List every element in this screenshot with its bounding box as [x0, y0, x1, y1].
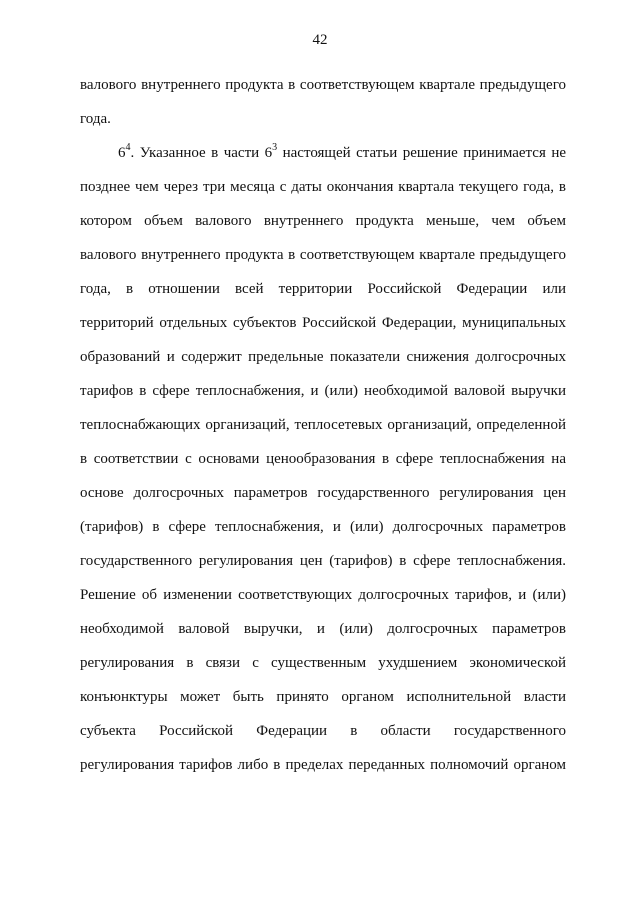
clause-text-continued: настоящей статьи решение принимается не — [277, 145, 566, 161]
paragraph-line: территорий отдельных субъектов Российской Федерации, муниципальных — [80, 315, 566, 331]
paragraph-line: теплоснабжающих организаций, теплосетевых организаций, определенной — [80, 417, 566, 433]
paragraph-line: валового внутреннего продукта в соответствующем квартале предыдущего — [80, 247, 566, 263]
paragraph-line: регулирования в связи с существенным ухудшением экономической — [80, 655, 566, 671]
clause-number: 6 — [118, 145, 126, 161]
paragraph-first-line — [80, 136, 566, 170]
paragraph-line: государственного регулирования цен (тарифов) в сфере теплоснабжения. — [80, 553, 566, 569]
paragraph-line: года, в отношении всей территории Российской Федерации или — [80, 281, 566, 297]
paragraph-line: тарифов в сфере теплоснабжения, и (или) необходимой валовой выручки — [80, 383, 566, 399]
paragraph-line: валового внутреннего продукта в соответствующем квартале предыдущего — [80, 77, 566, 93]
paragraph-line: позднее чем через три месяца с даты окончания квартала текущего года, в — [80, 179, 566, 195]
clause-number-superscript: 4 — [125, 142, 131, 153]
paragraph-line: конъюнктуры может быть принято органом исполнительной власти — [80, 689, 566, 705]
paragraph-line: образований и содержит предельные показатели снижения долгосрочных — [80, 349, 566, 365]
clause-text-start: . Указанное в части 6 — [130, 145, 273, 161]
reference-superscript: 3 — [272, 142, 278, 153]
paragraph-line: Решение об изменении соответствующих долгосрочных тарифов, и (или) — [80, 587, 566, 603]
paragraph-line: регулирования тарифов либо в пределах переданных полномочий органом — [80, 757, 566, 773]
paragraph-line: основе долгосрочных параметров государственного регулирования цен — [80, 485, 566, 501]
paragraph-line: года. — [80, 111, 111, 127]
paragraph-line: необходимой валовой выручки, и (или) долгосрочных параметров — [80, 621, 566, 637]
paragraph-line: субъекта Российской Федерации в области государственного — [80, 723, 566, 739]
paragraph-line: котором объем валового внутреннего продукта меньше, чем объем — [80, 213, 566, 229]
body-text — [80, 68, 566, 782]
paragraph-line: в соответствии с основами ценообразования в сфере теплоснабжения на — [80, 451, 566, 467]
page-number: 42 — [312, 32, 328, 48]
paragraph-line: (тарифов) в сфере теплоснабжения, и (или) долгосрочных параметров — [80, 519, 566, 535]
